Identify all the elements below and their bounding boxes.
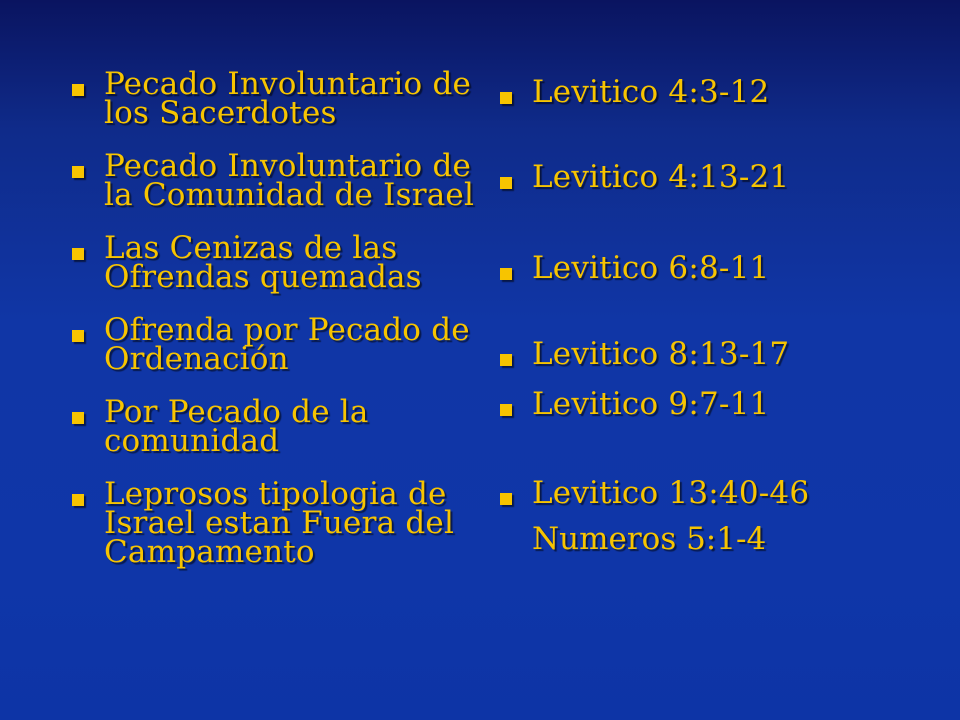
topic-text: Leprosos tipologia de Israel estan Fuera del Campamento (104, 476, 455, 570)
square-bullet-icon (500, 92, 512, 104)
topic-text: Por Pecado de la comunidad (104, 394, 369, 459)
square-bullet-icon (500, 404, 512, 416)
square-bullet-icon (72, 494, 84, 506)
topic-text: Ofrenda por Pecado de Ordenación (104, 312, 470, 377)
reference-text: Levitico 8:13-17 (532, 336, 790, 372)
list-item (72, 66, 492, 131)
square-bullet-icon (72, 84, 84, 96)
square-bullet-icon (500, 493, 512, 505)
list-item (500, 250, 770, 286)
list-item (500, 336, 790, 372)
reference-text: Levitico 6:8-11 (532, 250, 770, 286)
topic-text: Pecado Involuntario de los Sacerdotes (104, 66, 472, 131)
reference-text: Levitico 4:3-12 (532, 74, 770, 110)
square-bullet-icon (72, 412, 84, 424)
square-bullet-icon (500, 354, 512, 366)
square-bullet-icon (500, 268, 512, 280)
square-bullet-icon (72, 330, 84, 342)
reference-text: Levitico 13:40-46 (532, 475, 810, 511)
list-item (72, 312, 492, 377)
list-item (500, 475, 810, 511)
list-item (500, 159, 790, 195)
list-item (500, 386, 770, 422)
topics-list (72, 66, 492, 591)
topic-text: Pecado Involuntario de la Comunidad de Israel (104, 148, 475, 213)
square-bullet-icon (72, 166, 84, 178)
reference-text: Levitico 4:13-21 (532, 159, 790, 195)
reference-continuation: Numeros 5:1-4 (532, 521, 767, 557)
list-item (72, 476, 492, 570)
list-item (72, 394, 492, 459)
list-item (72, 148, 492, 213)
square-bullet-icon (500, 177, 512, 189)
topic-text: Las Cenizas de las Ofrendas quemadas (104, 230, 422, 295)
list-item (500, 74, 770, 110)
square-bullet-icon (72, 248, 84, 260)
list-item (72, 230, 492, 295)
reference-text: Levitico 9:7-11 (532, 386, 770, 422)
